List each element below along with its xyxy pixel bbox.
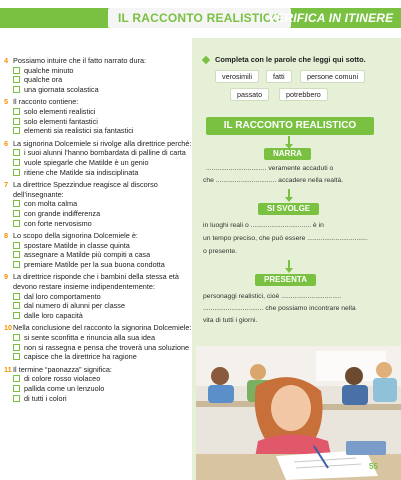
main-concept-banner: IL RACCONTO REALISTICO [206, 117, 374, 135]
option[interactable] [4, 66, 192, 76]
question-text: La direttrice risponde che i bambini della stessa età devono restare insieme indipendentemente: [13, 272, 179, 292]
option[interactable] [4, 301, 192, 311]
question-number: 10 [4, 323, 13, 333]
option-label: spostare Matilde in classe quinta [24, 240, 130, 250]
option[interactable] [4, 374, 192, 384]
question-number: 11 [4, 364, 12, 374]
option-label: elementi sia realistici sia fantastici [24, 126, 134, 136]
option[interactable] [4, 241, 192, 251]
option[interactable] [4, 333, 192, 343]
svolge-line-1: in luoghi reali o ................................ è in [203, 222, 324, 229]
checkbox[interactable] [13, 210, 20, 217]
down-arrow-icon [288, 136, 290, 145]
narra-line-2: che ................................ accadere nella realtà. [203, 177, 344, 184]
questions-list [4, 56, 192, 406]
question-6 [4, 139, 192, 177]
question-text: La direttrice Spezzindue reagisce al discorso dell’insegnante: [13, 180, 158, 199]
word-chip[interactable]: fatti [266, 70, 292, 83]
option-label: una giornata scolastica [24, 84, 99, 94]
checkbox[interactable] [13, 293, 20, 300]
word-chip[interactable]: potrebbero [279, 88, 328, 101]
option-label: premiare Matilde per la sua buona condotta [24, 259, 165, 269]
chapter-title: IL RACCONTO REALISTICO [108, 8, 291, 28]
narra-label: NARRA [264, 148, 311, 160]
option-label: qualche ora [24, 75, 63, 85]
option[interactable] [4, 75, 192, 85]
option[interactable] [4, 107, 192, 117]
page-number: 55 [369, 462, 378, 471]
down-arrow-icon [288, 189, 290, 198]
svolge-line-3: o presente. [203, 248, 238, 255]
presenta-line-2: ................................ che possiamo incontrare nella [203, 305, 356, 312]
option-label: di colore rosso violaceo [24, 374, 101, 384]
option[interactable] [4, 209, 192, 219]
checkbox[interactable] [13, 200, 20, 207]
checkbox[interactable] [13, 149, 20, 156]
down-arrow-icon [288, 260, 290, 269]
question-number: 5 [4, 97, 9, 107]
option[interactable] [4, 158, 192, 168]
question-5 [4, 97, 192, 135]
checkbox[interactable] [13, 312, 20, 319]
question-4 [4, 56, 192, 94]
presenta-label: PRESENTA [255, 274, 316, 286]
option-label: si sente sconfitta e rinuncia alla sua idea [24, 333, 156, 343]
question-text: Nella conclusione del racconto la signorina Dolcemiele: [13, 323, 192, 333]
option[interactable] [4, 117, 192, 127]
checkbox[interactable] [13, 108, 20, 115]
classroom-photo [196, 346, 401, 480]
word-chip[interactable]: verosimili [215, 70, 259, 83]
narra-line-1: ................................ veramente accaduti o [206, 165, 334, 172]
presenta-line-1: personaggi realistici, cioè ................................ [203, 293, 342, 300]
checkbox[interactable] [13, 242, 20, 249]
checkbox[interactable] [13, 385, 20, 392]
option[interactable] [4, 292, 192, 302]
question-number: 6 [4, 138, 9, 148]
section-title: VERIFICA IN ITINERE [268, 11, 394, 25]
svolge-label: SI SVOLGE [258, 203, 319, 215]
option[interactable] [4, 352, 192, 362]
checkbox[interactable] [13, 67, 20, 74]
checkbox[interactable] [13, 159, 20, 166]
option-label: solo elementi realistici [24, 106, 96, 116]
option-label: capisce che la direttrice ha ragione [24, 352, 137, 362]
page-header [0, 0, 401, 38]
checkbox[interactable] [13, 86, 20, 93]
option-label: con grande indifferenza [24, 208, 101, 218]
checkbox[interactable] [13, 353, 20, 360]
checkbox[interactable] [13, 261, 20, 268]
question-10 [4, 323, 192, 361]
option-label: ritiene che Matilde sia indisciplinata [24, 167, 139, 177]
option-label: con molta calma [24, 199, 78, 209]
checkbox[interactable] [13, 220, 20, 227]
question-number: 8 [4, 231, 9, 241]
question-text: Il racconto contiene: [13, 97, 79, 107]
option-label: i suoi alunni l’hanno bombardata di palline di carta [24, 148, 186, 158]
checkbox[interactable] [13, 76, 20, 83]
option-label: qualche minuto [24, 65, 74, 75]
option[interactable] [4, 168, 192, 178]
checkbox[interactable] [13, 118, 20, 125]
option[interactable] [4, 199, 192, 209]
question-7 [4, 180, 192, 228]
option-label: dalle loro capacità [24, 310, 83, 320]
svolge-line-2: un tempo preciso, che può essere ................................ [203, 235, 368, 242]
question-number: 7 [4, 180, 9, 190]
option[interactable] [4, 384, 192, 394]
question-11 [4, 365, 192, 403]
option[interactable] [4, 148, 192, 158]
question-number: 9 [4, 272, 9, 282]
option[interactable] [4, 394, 192, 404]
option[interactable] [4, 260, 192, 270]
option-label: con forte nervosismo [24, 218, 92, 228]
checkbox[interactable] [13, 127, 20, 134]
checkbox[interactable] [13, 302, 20, 309]
checkbox[interactable] [13, 251, 20, 258]
question-text: Possiamo intuire che il fatto narrato dura: [13, 56, 147, 65]
option-label: assegnare a Matilde più compiti a casa [24, 250, 151, 260]
option[interactable] [4, 219, 192, 229]
presenta-line-3: vita di tutti i giorni. [203, 317, 258, 324]
option-label: pallida come un lenzuolo [24, 384, 105, 393]
option-label: dal numero di alunni per classe [24, 301, 125, 311]
checkbox[interactable] [13, 375, 20, 382]
option-label: vuole spiegarle che Matilde è un genio [24, 157, 149, 167]
question-text: Lo scopo della signorina Dolcemiele è: [13, 231, 138, 241]
option-label: dal loro comportamento [24, 291, 101, 301]
checkbox[interactable] [13, 334, 20, 341]
question-8 [4, 231, 192, 269]
checkbox[interactable] [13, 395, 20, 402]
option[interactable] [4, 126, 192, 136]
diamond-bullet-icon [202, 55, 210, 63]
option[interactable] [4, 311, 192, 321]
question-text: La signorina Dolcemiele si rivolge alla direttrice perché: [13, 138, 192, 148]
checkbox[interactable] [13, 344, 20, 351]
question-text: Il termine “paonazza” significa: [13, 364, 112, 374]
option[interactable] [4, 85, 192, 95]
word-chip[interactable]: persone comuni [300, 70, 365, 83]
option-label: non si rassegna e pensa che troverà una soluzione [24, 342, 190, 352]
instruction-text: Completa con le parole che leggi qui sotto. [215, 55, 366, 64]
question-number: 4 [4, 56, 9, 65]
word-chip[interactable]: passato [230, 88, 269, 101]
question-9 [4, 272, 192, 320]
option-label: solo elementi fantastici [24, 116, 98, 126]
option[interactable] [4, 250, 192, 260]
checkbox[interactable] [13, 169, 20, 176]
option-label: di tutti i colori [24, 393, 67, 403]
exercise-instruction [203, 55, 366, 64]
option[interactable] [4, 343, 192, 353]
